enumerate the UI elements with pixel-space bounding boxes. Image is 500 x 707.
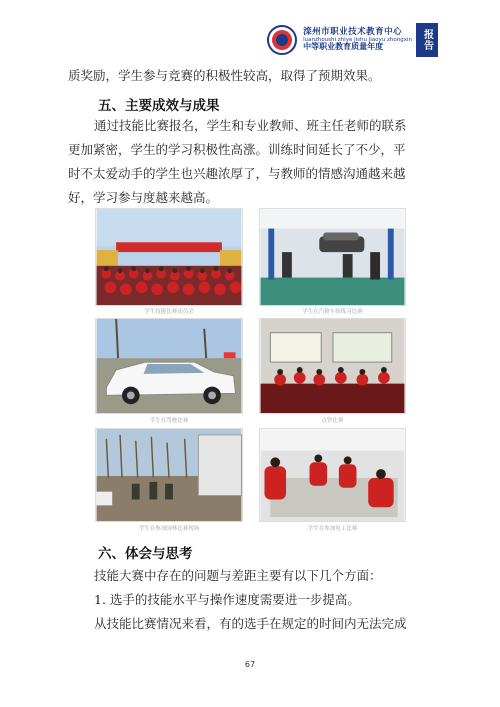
section5-line-1: 通过技能比赛报名，学生和专业教师、班主任老师的联系 — [94, 118, 407, 133]
paragraph-continued: 质奖励，学生参与竞赛的积极性较高，取得了预期效果。 — [68, 68, 381, 83]
photo-caption-5: 学生在参加园林比赛现场 — [138, 526, 200, 532]
classroom-photo — [259, 318, 406, 414]
section5-heading: 五、主要成效与成果 — [98, 98, 220, 114]
org-name: 滦州市职业技术教育中心 — [303, 26, 403, 37]
section6-line-3: 从技能比赛情况来看，有的选手在规定的时间内无法完成 — [94, 616, 407, 631]
section5-line-3: 时不太爱动手的学生也兴趣浓厚了，与教师的情感沟通越来越 — [68, 166, 406, 181]
section6-line-2: 1. 选手的技能水平与操作速度需要进一步提高。 — [94, 592, 360, 607]
rally-photo — [95, 208, 243, 306]
report-badge: 报告 — [416, 23, 438, 57]
report-title: 中等职业教育质量年度 — [303, 42, 384, 52]
photo-caption-1: 学生技能比赛动员会 — [144, 309, 194, 315]
photo-caption-2: 学生在汽修车间练习比赛 — [302, 309, 363, 315]
photo-caption-6: 学生在参加电工比赛 — [307, 526, 358, 532]
section5-line-2: 更加紧密，学生的学习积极性高涨。训练时间延长了不少，平 — [68, 142, 406, 157]
report-header — [267, 20, 438, 60]
header-text-block — [303, 28, 412, 52]
outdoor-photo — [95, 428, 243, 522]
photo-caption-4: 点钞比赛 — [321, 418, 344, 424]
section5-line-4: 好，学习参与度越来越高。 — [68, 190, 219, 205]
photo-caption-3: 学生在驾驶比赛 — [149, 418, 189, 424]
garage-photo — [259, 208, 406, 306]
org-pinyin: luanzhoushi zhiye jishu jiaoyu zhongxin — [303, 37, 412, 44]
section6-heading: 六、体会与思考 — [98, 546, 193, 562]
car-photo — [95, 318, 243, 414]
workshop-photo — [259, 428, 406, 522]
school-logo-icon — [267, 25, 297, 55]
page-number: 67 — [244, 660, 256, 669]
section6-line-1: 技能大赛中存在的问题与差距主要有以下几个方面： — [94, 568, 382, 583]
